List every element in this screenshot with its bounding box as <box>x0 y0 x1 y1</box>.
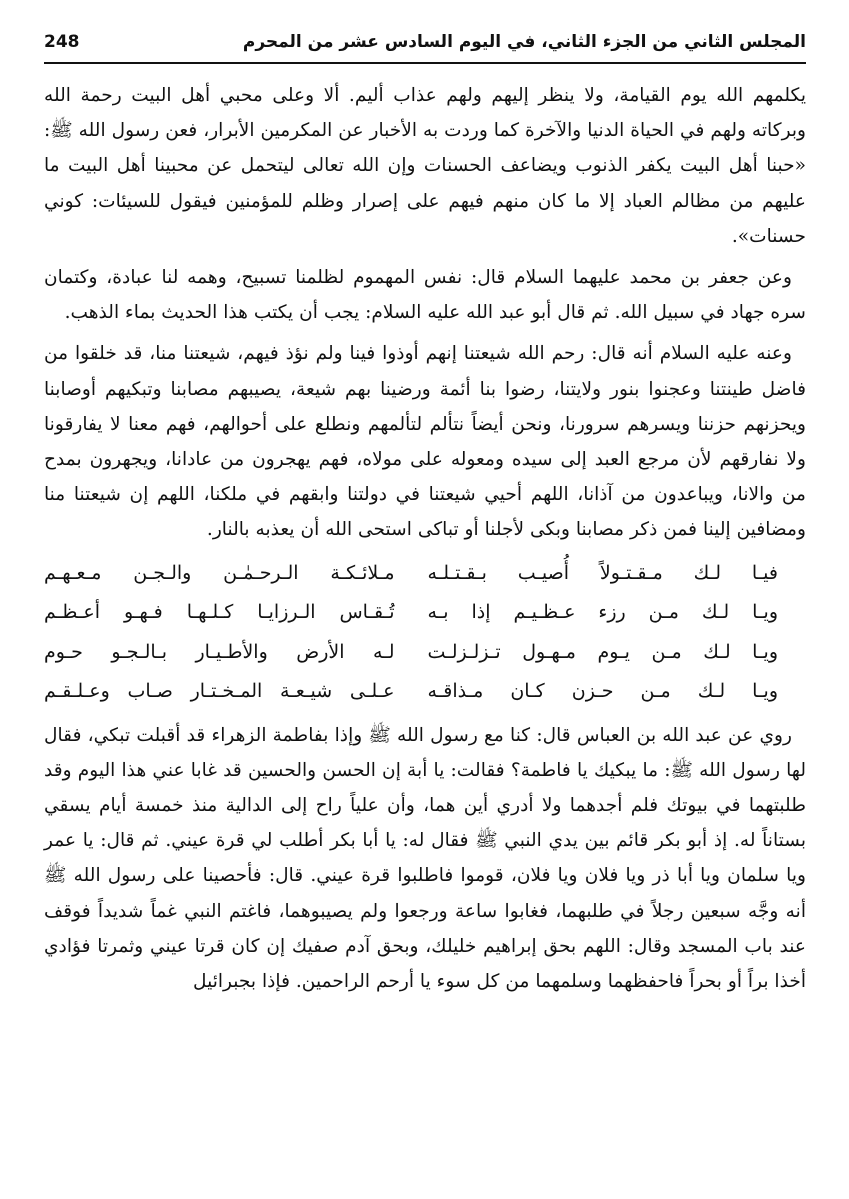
poem-hemistich-first: ويـا لـك مـن يـوم مـهـول تـزلـزلـت <box>427 640 778 663</box>
poem-hemistich-second: لـه الأرض والأطـيـار بـالـجـو حـوم <box>44 640 395 663</box>
poem-verse <box>44 633 806 673</box>
header-rule <box>44 62 806 64</box>
paragraph: وعن جعفر بن محمد عليهما السلام قال: نفس المهموم لظلمنا تسبيح، وهمه لنا عبادة، وكتمان سره جهاد في سبيل الله. ثم قال أبو عبد الله عليه السلام: يجب أن يكتب هذا الحديث بماء الذهب. <box>44 267 806 324</box>
paragraph: يكلمهم الله يوم القيامة، ولا ينظر إليهم ولهم عذاب أليم. ألا وعلى محبي أهل البيت رحمة الله وبركاته ولهم في الحياة الدنيا والآخرة كما وردت به الأخبار عن المكرمين الأبرار، فعن رسول الله ﷺ: «حبنا أهل البيت يكفر الذنوب ويضاعف الحسنات وإن الله تعالى ليتحمل عن محبينا أهل البيت ما عليهم من مظالم العباد إلا ما كان منهم فيهم على إصرار وظلم للمؤمنين فيقول للسيئات: كوني حسنات». <box>44 85 806 247</box>
poem-verse <box>44 672 806 712</box>
poem <box>44 554 806 712</box>
paragraph: وعنه عليه السلام أنه قال: رحم الله شيعتنا إنهم أوذوا فينا ولم نؤذ فيهم، شيعتنا منا، قد خلقوا من فاضل طينتنا وعجنوا بنور ولايتنا، رضوا بنا أئمة ورضينا بهم شيعة، يصيبهم مصابنا وتبكيهم أوصابنا ويحزنهم حزننا ويسرهم سرورنا، ونحن أيضاً نتألم لتألمهم ونطلع على أحوالهم، فهم معنا لا يفارقونا ولا نفارقهم لأن مرجع العبد إلى سيده ومعوله على مولاه، فهم يهجرون من عادانا، ويجهرون بمدح من والانا، ويباعدون من آذانا، اللهم أحيي شيعتنا في دولتنا وابقهم في ملكنا، اللهم إن شيعتنا منا ومضافين إلينا فمن ذكر مصابنا وبكى لأجلنا أو تباكى استحى الله أن يعذبه بالنار. <box>44 343 806 541</box>
book-page <box>44 28 806 1005</box>
poem-hemistich-first: ويـا لـك مـن رزء عـظـيـم إذا بـه <box>427 601 778 624</box>
poem-hemistich-second: مـلائـكـة الـرحـمٰـن والـجـن مـعـهـم <box>44 561 395 584</box>
running-header <box>44 28 806 62</box>
poem-hemistich-first: ويـا لـك مـن حـزن كـان مـذاقـه <box>427 680 778 703</box>
poem-verse <box>44 554 806 594</box>
page-body <box>44 78 806 999</box>
poem-hemistich-second: عـلـى شيـعـة المـخـتـار صـاب وعـلـقـم <box>44 680 395 703</box>
poem-hemistich-first: فيـا لـك مـقـتـولاً أُصيـب بـقـتـلـه <box>427 561 778 584</box>
poem-hemistich-second: تُـقـاس الـرزايـا كـلـهـا فـهـو أعـظـم <box>44 601 395 624</box>
page-number: 248 <box>44 32 80 52</box>
header-title: المجلس الثاني من الجزء الثاني، في اليوم السادس عشر من المحرم <box>242 32 806 52</box>
paragraph: روي عن عبد الله بن العباس قال: كنا مع رسول الله ﷺ وإذا بفاطمة الزهراء قد أقبلت تبكي، فقال لها رسول الله ﷺ: ما يبكيك يا فاطمة؟ فقالت: يا أبة إن الحسن والحسين قد غابا عني هذا اليوم وقد طلبتهما في بيوتك فلم أجدهما ولا أدري أين هما، وأن علياً راح إلى الدالية منذ خمسة أيام يسقي بستاناً له. إذ أبو بكر قائم بين يدي النبي ﷺ فقال له: يا أبا بكر أطلب لي قرة عيني. ثم قال: يا عمر ويا سلمان ويا أبا ذر ويا فلان ويا فلان، قوموا فاطلبوا قرة عيني. قال: فأحصينا على رسول الله ﷺ أنه وجَّه سبعين رجلاً في طلبهما، فغابوا ساعة ورجعوا ولم يصيبوهما، فاغتم النبي غماً شديداً فوقف عند باب المسجد وقال: اللهم بحق إبراهيم خليلك، وبحق آدم صفيك إن كان قرتا عيني وثمرتا فؤادي أخذا براً أو بحراً فاحفظهما وسلمهما من كل سوء يا أرحم الراحمين. فإذا بجبرائيل <box>44 724 806 993</box>
poem-verse <box>44 593 806 633</box>
